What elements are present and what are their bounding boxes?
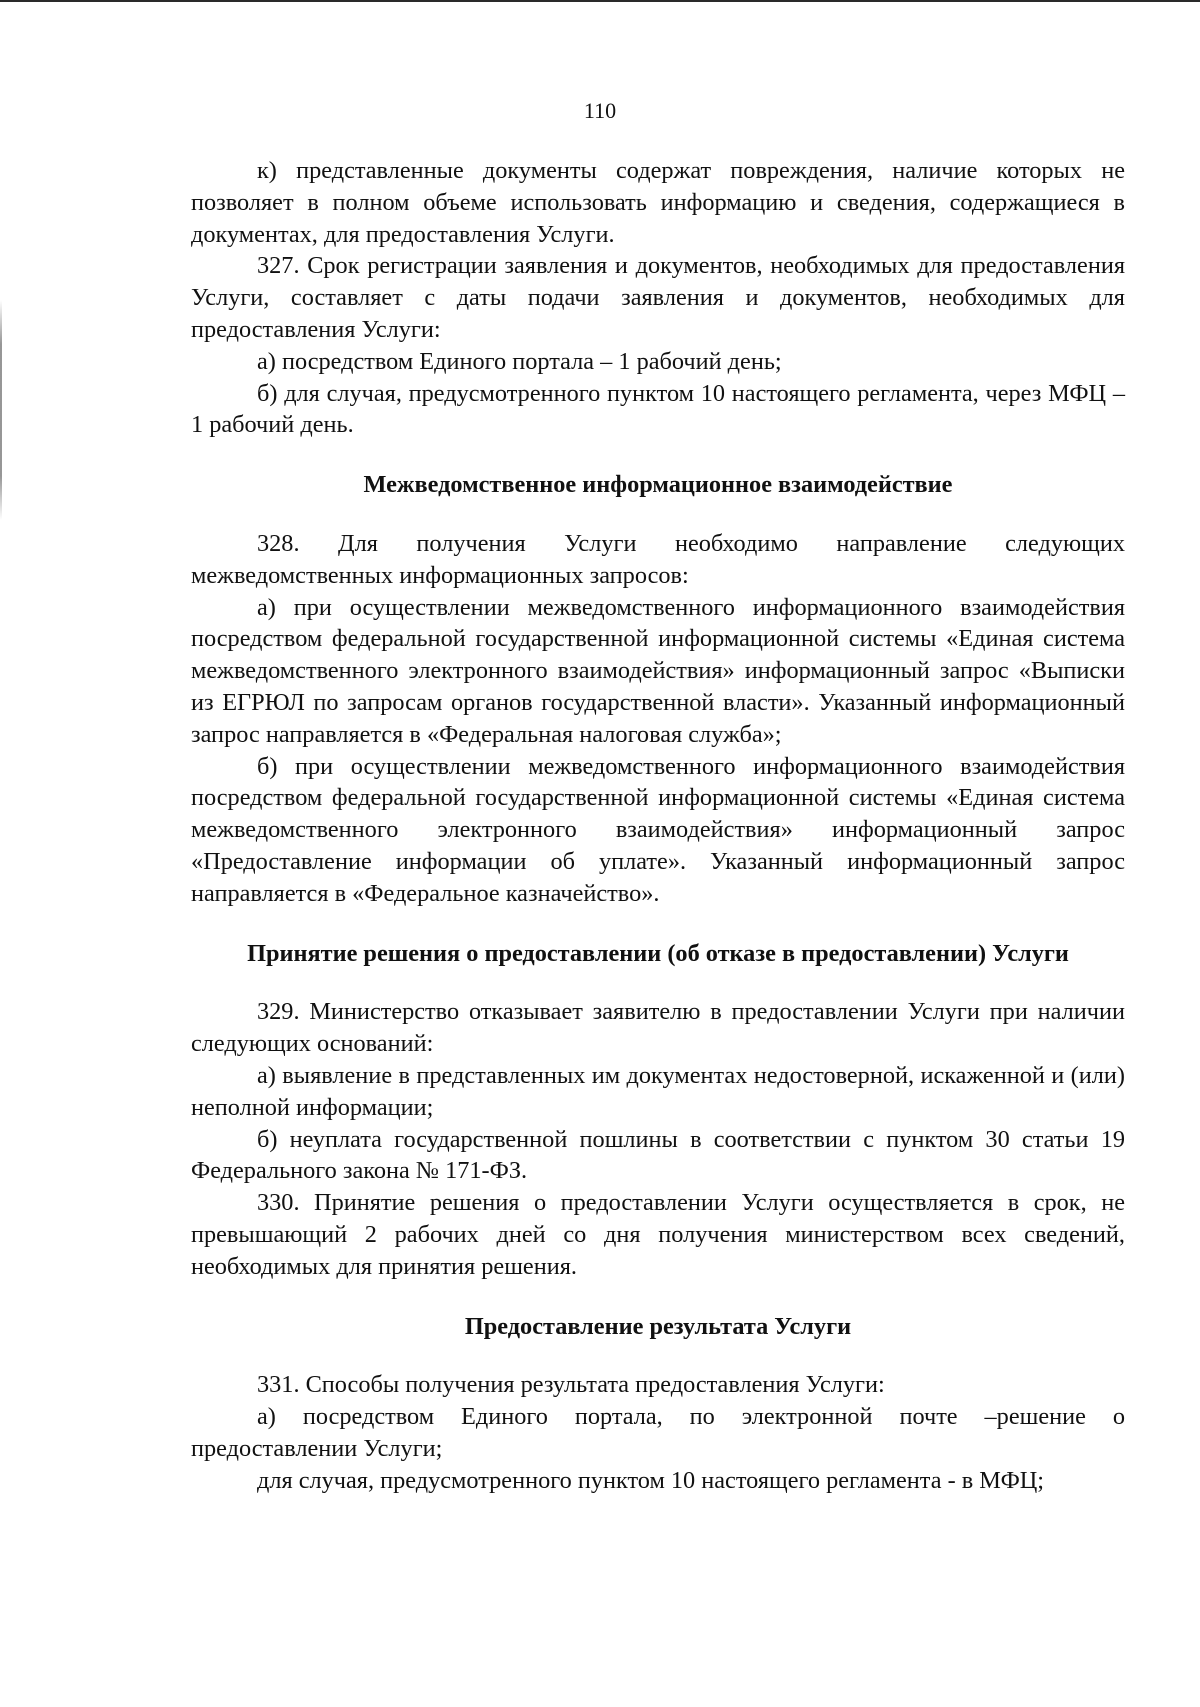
spacer <box>191 910 1125 938</box>
paragraph-327-b: б) для случая, предусмотренного пунктом 10 настоящего регламента, через МФЦ – 1 рабочий день. <box>191 379 1125 439</box>
paragraph-327-a: а) посредством Единого портала – 1 рабочий день; <box>257 347 782 375</box>
paragraph-k: к) представленные документы содержат повреждения, наличие которых не позволяет в полном объеме использовать информацию и сведения, содержащиеся в документах, для предоставления Услуги. <box>191 157 1125 248</box>
paragraph-331-b: для случая, предусмотренного пунктом 10 настоящего регламента - в МФЦ; <box>257 1466 1045 1494</box>
section-heading-result: Предоставление результата Услуги <box>464 1312 852 1340</box>
document-body <box>191 155 1125 1496</box>
paragraph-329: 329. Министерство отказывает заявителю в предоставлении Услуги при наличии следующих оснований: <box>191 998 1125 1058</box>
paragraph-331: 331. Способы получения результата предоставления Услуги: <box>257 1371 885 1399</box>
section-heading-interagency: Межведомственное информационное взаимодействие <box>363 471 953 499</box>
section-heading-decision: Принятие решения о предоставлении (об отказе в предоставлении) Услуги <box>247 939 1069 967</box>
scan-top-border <box>0 0 1200 2</box>
paragraph-329-b: б) неуплата государственной пошлины в соответствии с пунктом 30 статьи 19 Федерального закона № 171-ФЗ. <box>191 1125 1125 1185</box>
scan-left-edge-shadow <box>0 300 2 520</box>
paragraph-331-a: а) посредством Единого портала, по электронной почте –решение о предоставлении Услуги; <box>191 1403 1125 1462</box>
paragraph-328-a: а) при осуществлении межведомственного информационного взаимодействия посредством федеральной государственной информационной системы «Единая система межведомственного электронного взаимодействия» информационный запрос «Выписки из ЕГРЮЛ по запросам органов государственной власти». Указанный информационный запрос направляется в «Федеральная налоговая служба»; <box>191 593 1125 748</box>
paragraph-329-a: а) выявление в представленных им документах недостоверной, искаженной и (или) неполной информации; <box>191 1061 1125 1121</box>
paragraph-330: 330. Принятие решения о предоставлении Услуги осуществляется в срок, не превышающий 2 рабочих дней со дня получения министерством всех сведений, необходимых для принятия решения. <box>191 1189 1125 1280</box>
paragraph-327: 327. Срок регистрации заявления и документов, необходимых для предоставления Услуги, составляет с даты подачи заявления и документов, необходимых для предоставления Услуги: <box>191 252 1125 343</box>
page-number: 110 <box>583 98 617 123</box>
spacer <box>191 441 1125 469</box>
paragraph-328-b: б) при осуществлении межведомственного информационного взаимодействия посредством федеральной государственной информационной системы «Единая система межведомственного электронного взаимодействия» информационный запрос «Предоставление информации об уплате». Указанный информационный запрос направляется в «Федеральное казначейство». <box>191 752 1125 907</box>
spacer <box>191 1283 1125 1311</box>
paragraph-328: 328. Для получения Услуги необходимо направление следующих межведомственных информационных запросов: <box>191 529 1125 589</box>
spacer <box>191 1342 1125 1369</box>
spacer <box>191 969 1125 996</box>
spacer <box>191 501 1125 528</box>
